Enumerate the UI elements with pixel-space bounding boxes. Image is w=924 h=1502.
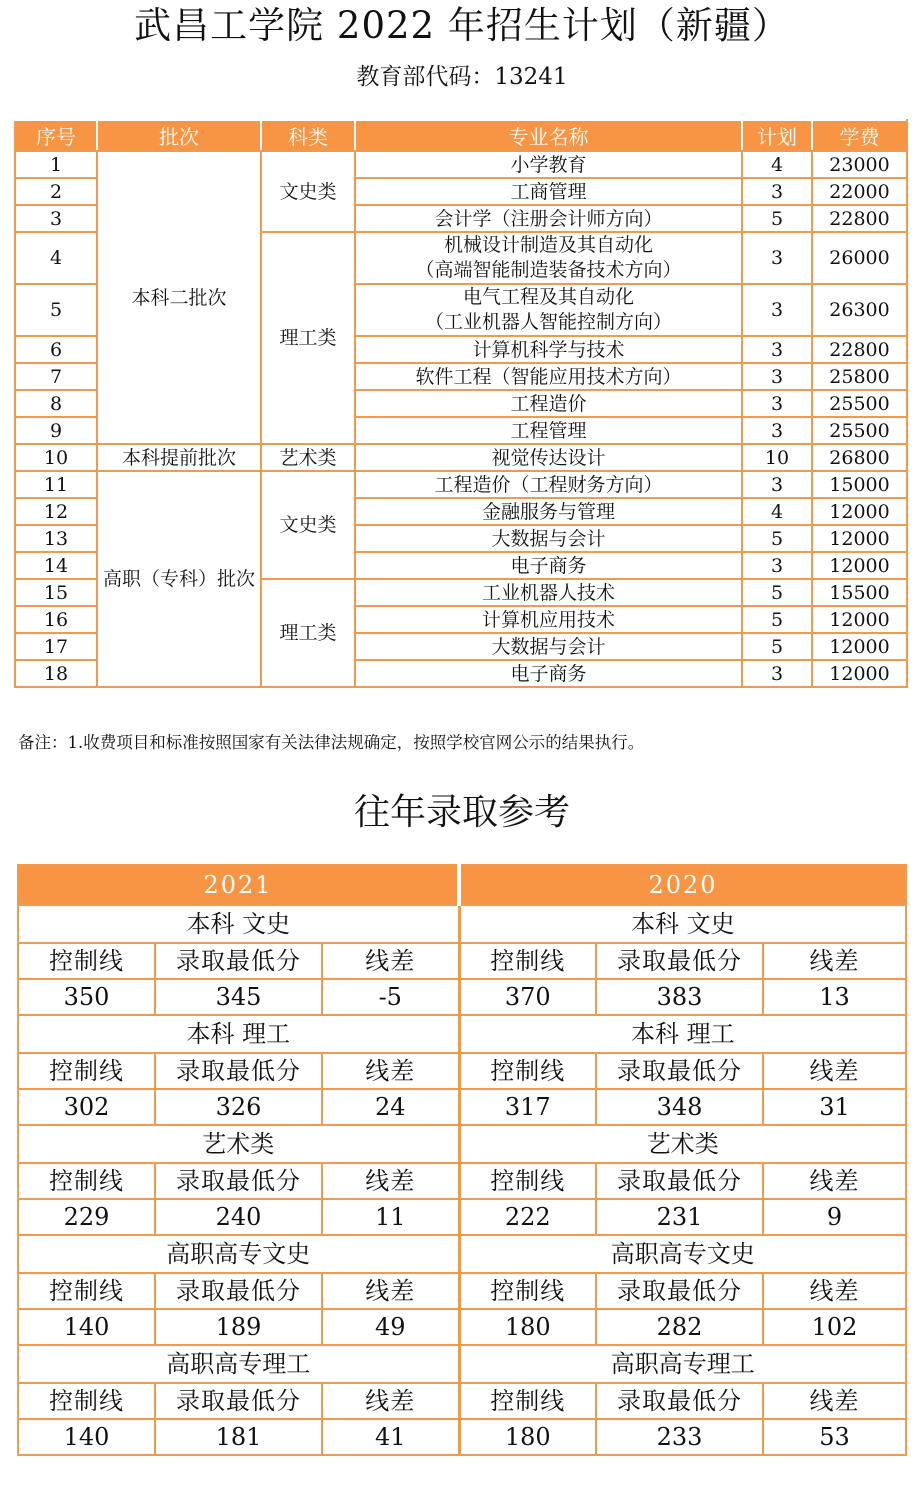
category-label: 本科 理工	[459, 1015, 906, 1053]
line-diff-value: 102	[763, 1309, 906, 1345]
batch-cell: 本科提前批次	[97, 444, 261, 471]
plan-header-row	[15, 120, 907, 151]
fee-cell: 22800	[812, 336, 907, 363]
row-no: 2	[15, 178, 97, 205]
row-no: 5	[15, 284, 97, 336]
min-score-label: 录取最低分	[155, 1053, 322, 1089]
major-line-2: （高端智能制造装备技术方向）	[415, 259, 682, 281]
min-score-label: 录取最低分	[596, 1383, 763, 1419]
min-score-value: 189	[155, 1309, 322, 1345]
category-label: 高职高专理工	[18, 1345, 459, 1383]
admission-history-table	[17, 864, 907, 1456]
fee-cell: 25800	[812, 363, 907, 390]
major-cell: 工程造价（工程财务方向）	[355, 471, 742, 498]
fee-cell: 12000	[812, 552, 907, 579]
row-no: 14	[15, 552, 97, 579]
control-line-value: 302	[18, 1089, 155, 1125]
fee-cell: 12000	[812, 525, 907, 552]
major-cell: 软件工程（智能应用技术方向）	[355, 363, 742, 390]
line-diff-value: 11	[322, 1199, 459, 1235]
line-diff-label: 线差	[322, 1383, 459, 1419]
row-no: 10	[15, 444, 97, 471]
control-line-label: 控制线	[459, 1273, 596, 1309]
category-cell: 理工类	[261, 232, 355, 444]
control-line-value: 229	[18, 1199, 155, 1235]
fee-cell: 25500	[812, 417, 907, 444]
fee-cell: 12000	[812, 660, 907, 687]
major-cell: 工程管理	[355, 417, 742, 444]
fee-cell: 12000	[812, 606, 907, 633]
fee-cell: 26800	[812, 444, 907, 471]
line-diff-label: 线差	[322, 1053, 459, 1089]
control-line-label: 控制线	[459, 1383, 596, 1419]
control-line-value: 180	[459, 1309, 596, 1345]
line-diff-label: 线差	[763, 1383, 906, 1419]
value-row	[18, 1089, 906, 1125]
fee-cell: 26300	[812, 284, 907, 336]
plan-note: 备注：1.收费项目和标准按照国家有关法律法规确定，按照学校官网公示的结果执行。	[18, 733, 645, 752]
col-header-batch: 批次	[97, 120, 261, 151]
fee-cell: 25500	[812, 390, 907, 417]
control-line-value: 180	[459, 1419, 596, 1455]
control-line-label: 控制线	[18, 1383, 155, 1419]
row-no: 11	[15, 471, 97, 498]
min-score-value: 348	[596, 1089, 763, 1125]
label-row	[18, 1383, 906, 1419]
row-no: 13	[15, 525, 97, 552]
major-line-1: 机械设计制造及其自动化	[443, 234, 653, 256]
major-cell: 工商管理	[355, 178, 742, 205]
control-line-label: 控制线	[459, 1053, 596, 1089]
value-row	[18, 1419, 906, 1455]
plan-cell: 5	[742, 606, 812, 633]
line-diff-label: 线差	[322, 943, 459, 979]
label-row	[18, 1053, 906, 1089]
category-label: 本科 文史	[18, 905, 459, 943]
min-score-value: 181	[155, 1419, 322, 1455]
control-line-label: 控制线	[18, 1273, 155, 1309]
major-cell: 视觉传达设计	[355, 444, 742, 471]
major-line-1: 电气工程及其自动化	[462, 286, 634, 308]
row-no: 12	[15, 498, 97, 525]
min-score-label: 录取最低分	[596, 943, 763, 979]
plan-cell: 5	[742, 579, 812, 606]
major-cell: 工程造价	[355, 390, 742, 417]
min-score-label: 录取最低分	[155, 943, 322, 979]
control-line-value: 350	[18, 979, 155, 1015]
category-cell: 文史类	[261, 471, 355, 579]
plan-cell: 10	[742, 444, 812, 471]
major-cell	[355, 232, 742, 284]
line-diff-value: 24	[322, 1089, 459, 1125]
plan-cell: 3	[742, 232, 812, 284]
line-diff-label: 线差	[763, 1163, 906, 1199]
row-no: 8	[15, 390, 97, 417]
category-label: 艺术类	[18, 1125, 459, 1163]
category-label: 高职高专文史	[18, 1235, 459, 1273]
line-diff-value: -5	[322, 979, 459, 1015]
row-no: 7	[15, 363, 97, 390]
value-row	[18, 979, 906, 1015]
category-label: 高职高专理工	[459, 1345, 906, 1383]
category-label: 本科 文史	[459, 905, 906, 943]
control-line-value: 222	[459, 1199, 596, 1235]
control-line-value: 140	[18, 1419, 155, 1455]
table-row	[15, 444, 907, 471]
row-no: 4	[15, 232, 97, 284]
category-cell: 理工类	[261, 579, 355, 687]
year-header-left: 2021	[18, 865, 459, 905]
major-cell: 电子商务	[355, 552, 742, 579]
col-header-major: 专业名称	[355, 120, 742, 151]
line-diff-value: 53	[763, 1419, 906, 1455]
row-no: 16	[15, 606, 97, 633]
min-score-label: 录取最低分	[155, 1383, 322, 1419]
fee-cell: 26000	[812, 232, 907, 284]
fee-cell: 22800	[812, 205, 907, 232]
plan-cell: 5	[742, 525, 812, 552]
control-line-value: 317	[459, 1089, 596, 1125]
plan-cell: 5	[742, 633, 812, 660]
col-header-no: 序号	[15, 120, 97, 151]
control-line-value: 370	[459, 979, 596, 1015]
batch-cell: 本科二批次	[97, 151, 261, 444]
fee-cell: 23000	[812, 151, 907, 178]
line-diff-label: 线差	[763, 1273, 906, 1309]
category-label: 艺术类	[459, 1125, 906, 1163]
line-diff-label: 线差	[763, 943, 906, 979]
category-cell: 艺术类	[261, 444, 355, 471]
min-score-value: 282	[596, 1309, 763, 1345]
row-no: 9	[15, 417, 97, 444]
min-score-value: 240	[155, 1199, 322, 1235]
fee-cell: 15000	[812, 471, 907, 498]
fee-cell: 15500	[812, 579, 907, 606]
col-header-plan: 计划	[742, 120, 812, 151]
plan-cell: 3	[742, 284, 812, 336]
category-row	[18, 905, 906, 943]
fee-cell: 22000	[812, 178, 907, 205]
fee-cell: 12000	[812, 498, 907, 525]
plan-cell: 5	[742, 205, 812, 232]
page-title: 武昌工学院 2022 年招生计划（新疆）	[134, 4, 790, 47]
line-diff-value: 31	[763, 1089, 906, 1125]
category-label: 本科 理工	[18, 1015, 459, 1053]
min-score-label: 录取最低分	[596, 1053, 763, 1089]
line-diff-value: 41	[322, 1419, 459, 1455]
min-score-label: 录取最低分	[155, 1163, 322, 1199]
plan-cell: 3	[742, 471, 812, 498]
category-row	[18, 1345, 906, 1383]
min-score-label: 录取最低分	[596, 1163, 763, 1199]
row-no: 1	[15, 151, 97, 178]
major-cell: 工业机器人技术	[355, 579, 742, 606]
row-no: 18	[15, 660, 97, 687]
history-title: 往年录取参考	[353, 792, 570, 833]
plan-cell: 4	[742, 151, 812, 178]
min-score-value: 345	[155, 979, 322, 1015]
label-row	[18, 1163, 906, 1199]
major-cell: 计算机科学与技术	[355, 336, 742, 363]
category-row	[18, 1125, 906, 1163]
col-header-fee: 学费	[812, 120, 907, 151]
min-score-value: 383	[596, 979, 763, 1015]
plan-cell: 3	[742, 660, 812, 687]
ministry-code: 教育部代码：13241	[356, 64, 568, 90]
major-cell: 大数据与会计	[355, 525, 742, 552]
line-diff-label: 线差	[322, 1273, 459, 1309]
year-header-right: 2020	[459, 865, 906, 905]
major-line-2: （工业机器人智能控制方向）	[424, 311, 672, 333]
line-diff-value: 9	[763, 1199, 906, 1235]
control-line-label: 控制线	[18, 943, 155, 979]
min-score-value: 233	[596, 1419, 763, 1455]
min-score-value: 231	[596, 1199, 763, 1235]
col-header-category: 科类	[261, 120, 355, 151]
major-cell: 小学教育	[355, 151, 742, 178]
category-row	[18, 1235, 906, 1273]
plan-cell: 3	[742, 417, 812, 444]
min-score-label: 录取最低分	[155, 1273, 322, 1309]
plan-cell: 3	[742, 552, 812, 579]
row-no: 3	[15, 205, 97, 232]
major-cell: 大数据与会计	[355, 633, 742, 660]
plan-cell: 3	[742, 178, 812, 205]
category-label: 高职高专文史	[459, 1235, 906, 1273]
control-line-label: 控制线	[459, 943, 596, 979]
major-cell: 电子商务	[355, 660, 742, 687]
enrollment-plan-table	[14, 119, 908, 688]
major-cell: 计算机应用技术	[355, 606, 742, 633]
control-line-label: 控制线	[18, 1163, 155, 1199]
line-diff-value: 13	[763, 979, 906, 1015]
row-no: 17	[15, 633, 97, 660]
label-row	[18, 943, 906, 979]
table-row	[15, 471, 907, 498]
control-line-value: 140	[18, 1309, 155, 1345]
row-no: 6	[15, 336, 97, 363]
year-header-row	[18, 865, 906, 905]
major-cell: 会计学（注册会计师方向）	[355, 205, 742, 232]
control-line-label: 控制线	[18, 1053, 155, 1089]
table-row	[15, 151, 907, 178]
value-row	[18, 1309, 906, 1345]
category-row	[18, 1015, 906, 1053]
value-row	[18, 1199, 906, 1235]
plan-cell: 3	[742, 363, 812, 390]
min-score-value: 326	[155, 1089, 322, 1125]
plan-cell: 3	[742, 390, 812, 417]
control-line-label: 控制线	[459, 1163, 596, 1199]
label-row	[18, 1273, 906, 1309]
major-cell	[355, 284, 742, 336]
line-diff-value: 49	[322, 1309, 459, 1345]
plan-cell: 3	[742, 336, 812, 363]
plan-cell: 4	[742, 498, 812, 525]
batch-cell: 高职（专科）批次	[97, 471, 261, 687]
category-cell: 文史类	[261, 151, 355, 232]
row-no: 15	[15, 579, 97, 606]
min-score-label: 录取最低分	[596, 1273, 763, 1309]
line-diff-label: 线差	[322, 1163, 459, 1199]
major-cell: 金融服务与管理	[355, 498, 742, 525]
fee-cell: 12000	[812, 633, 907, 660]
line-diff-label: 线差	[763, 1053, 906, 1089]
